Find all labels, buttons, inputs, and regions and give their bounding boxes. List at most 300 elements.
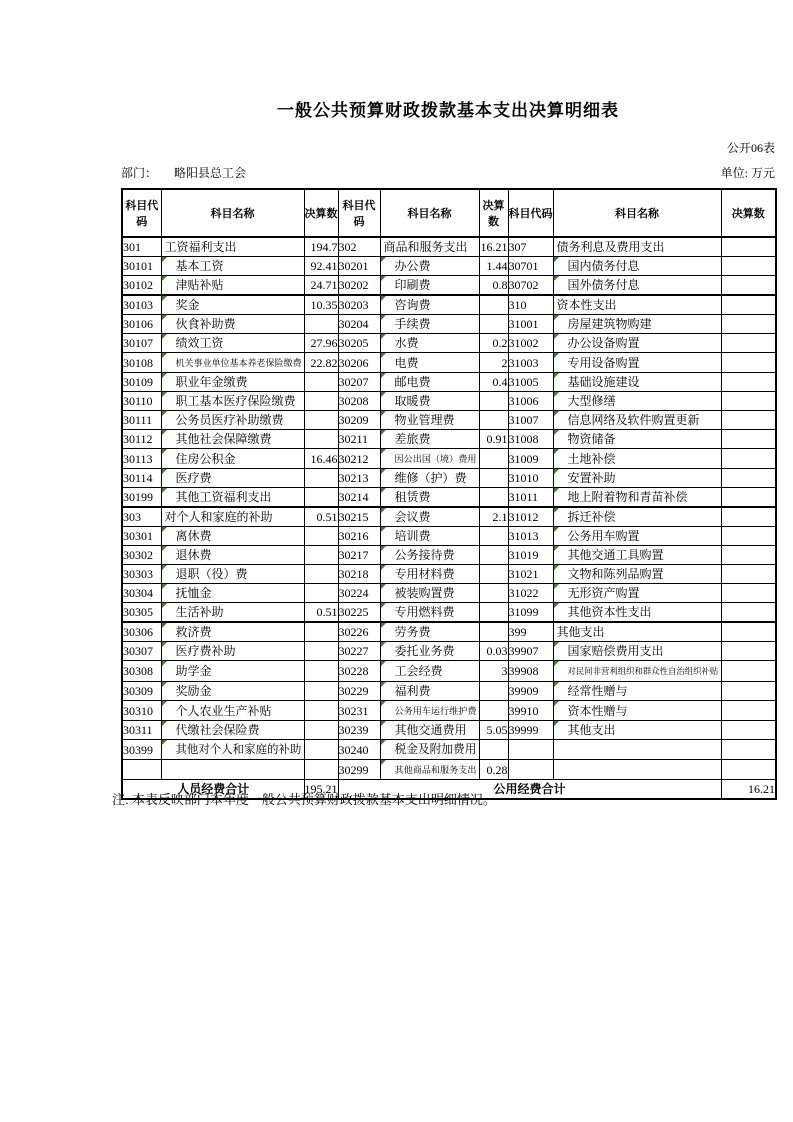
subject-name-cell	[161, 740, 304, 760]
table-row	[122, 760, 776, 780]
subject-name-cell	[380, 622, 479, 642]
subject-name-text: 水费	[394, 336, 419, 350]
subject-name-cell	[161, 603, 304, 623]
subject-code-cell: 30227	[338, 642, 380, 661]
subject-code-cell: 30111	[122, 411, 161, 430]
amount-cell: 10.35	[304, 295, 338, 315]
subject-code-cell: 30224	[338, 584, 380, 603]
subject-name-cell	[380, 507, 479, 527]
green-corner-icon	[381, 488, 386, 493]
green-corner-icon	[162, 392, 167, 397]
header-amount: 决算数	[721, 189, 776, 237]
subject-name-cell	[380, 642, 479, 661]
header-subject-code: 科目代码	[508, 189, 553, 237]
subject-name-text: 其他社会保障缴费	[175, 432, 272, 446]
subject-code-cell: 30399	[122, 740, 161, 760]
subject-name-text: 电费	[394, 355, 419, 370]
subject-name-cell	[380, 527, 479, 546]
subject-code-cell: 39908	[508, 661, 553, 682]
green-corner-icon	[162, 661, 167, 666]
subject-name-text: 房屋建筑物购建	[567, 317, 652, 331]
green-corner-icon	[381, 721, 386, 726]
unit-label: 单位: 万元	[720, 166, 775, 180]
subject-name-text: 退职（役）费	[175, 567, 248, 581]
green-corner-icon	[381, 508, 386, 513]
public-table-code: 公开06表	[726, 141, 775, 155]
green-corner-icon	[381, 740, 386, 745]
subject-code-cell: 30304	[122, 584, 161, 603]
header-amount: 决算数	[304, 189, 338, 237]
table-row	[122, 622, 776, 642]
subject-name-text: 被装购置费	[394, 586, 455, 600]
green-corner-icon	[554, 411, 559, 416]
subject-code-cell: 30240	[338, 740, 380, 760]
subject-name-cell	[161, 721, 304, 740]
subject-code-cell: 30215	[338, 507, 380, 527]
subject-name-cell	[161, 584, 304, 603]
subject-name-text: 国家赔偿费用支出	[567, 644, 664, 658]
amount-cell	[479, 449, 508, 469]
amount-cell	[304, 488, 338, 508]
green-corner-icon	[554, 527, 559, 532]
table-row	[122, 295, 776, 315]
meta-row	[121, 164, 775, 182]
subject-code-cell: 31009	[508, 449, 553, 469]
amount-cell	[304, 721, 338, 740]
amount-cell	[721, 603, 776, 623]
green-corner-icon	[381, 276, 386, 281]
subject-name-cell	[380, 449, 479, 469]
subject-code-cell: 30209	[338, 411, 380, 430]
subject-code-cell: 30202	[338, 276, 380, 296]
subject-name-cell	[380, 721, 479, 740]
table-row	[122, 721, 776, 740]
amount-cell	[721, 469, 776, 488]
department-line	[121, 164, 246, 182]
subject-name-text: 经常性赠与	[567, 684, 628, 698]
subject-code-cell: 31012	[508, 507, 553, 527]
subject-name-cell	[161, 661, 304, 682]
subject-code-cell: 31007	[508, 411, 553, 430]
subject-code-cell: 30301	[122, 527, 161, 546]
table-row	[122, 469, 776, 488]
subject-name-text: 物业管理费	[394, 413, 455, 427]
subject-name-cell	[380, 295, 479, 315]
green-corner-icon	[381, 642, 386, 647]
green-corner-icon	[554, 373, 559, 378]
subject-code-cell: 31006	[508, 392, 553, 411]
amount-cell	[721, 276, 776, 296]
subject-name-cell	[161, 546, 304, 565]
subject-code-cell: 30228	[338, 661, 380, 682]
table-row	[122, 584, 776, 603]
subject-code-cell: 39910	[508, 701, 553, 721]
subject-name-text: 取暖费	[394, 394, 431, 408]
subject-name-text: 税金及附加费用	[394, 743, 477, 756]
green-corner-icon	[162, 584, 167, 589]
green-corner-icon	[162, 565, 167, 570]
green-corner-icon	[162, 642, 167, 647]
subject-code-cell: 30214	[338, 488, 380, 508]
green-corner-icon	[381, 584, 386, 589]
green-corner-icon	[554, 701, 559, 706]
amount-cell	[721, 315, 776, 334]
subject-code-cell: 307	[508, 237, 553, 257]
table-row	[122, 411, 776, 430]
green-corner-icon	[554, 603, 559, 608]
subject-name-text: 商品和服务支出	[383, 240, 468, 254]
amount-cell	[721, 373, 776, 392]
green-corner-icon	[554, 334, 559, 339]
green-corner-icon	[554, 430, 559, 435]
subject-name-text: 地上附着物和青苗补偿	[567, 490, 688, 504]
subject-code-cell: 30103	[122, 295, 161, 315]
subject-code-cell: 30229	[338, 682, 380, 701]
green-corner-icon	[162, 353, 167, 358]
amount-cell	[304, 546, 338, 565]
amount-cell: 3	[479, 661, 508, 682]
green-corner-icon	[162, 721, 167, 726]
subject-name-cell	[161, 430, 304, 449]
department-label: 部门：	[121, 166, 158, 180]
amount-cell	[479, 584, 508, 603]
subject-code-cell: 30226	[338, 622, 380, 642]
green-corner-icon	[381, 469, 386, 474]
subject-name-cell	[161, 334, 304, 353]
subject-code-cell: 30310	[122, 701, 161, 721]
amount-cell	[721, 682, 776, 701]
table-row	[122, 740, 776, 760]
green-corner-icon	[381, 546, 386, 551]
subject-name-text: 土地补偿	[567, 451, 616, 466]
subject-code-cell: 30212	[338, 449, 380, 469]
green-corner-icon	[381, 257, 386, 262]
subject-name-cell	[553, 353, 721, 373]
green-corner-icon	[162, 430, 167, 435]
green-corner-icon	[381, 411, 386, 416]
amount-cell	[721, 546, 776, 565]
green-corner-icon	[162, 257, 167, 262]
green-corner-icon	[162, 527, 167, 532]
amount-cell: 0.51	[304, 507, 338, 527]
amount-cell: 2	[479, 353, 508, 373]
amount-cell	[479, 546, 508, 565]
subject-code-cell: 31002	[508, 334, 553, 353]
subject-name-cell	[553, 603, 721, 623]
amount-cell	[304, 315, 338, 334]
subject-name-text: 资本性支出	[556, 298, 617, 312]
subject-code-cell: 30306	[122, 622, 161, 642]
subject-name-cell	[553, 507, 721, 527]
green-corner-icon	[381, 701, 386, 706]
subject-name-cell	[161, 295, 304, 315]
amount-cell	[304, 527, 338, 546]
subject-name-text: 其他工资福利支出	[175, 490, 272, 504]
amount-cell: 0.03	[479, 642, 508, 661]
department-value: 略阳县总工会	[174, 166, 247, 180]
amount-cell	[721, 701, 776, 721]
subject-name-cell	[553, 740, 721, 760]
amount-cell: 1.44	[479, 257, 508, 276]
subject-name-cell	[380, 682, 479, 701]
subject-code-cell: 399	[508, 622, 553, 642]
amount-cell	[479, 740, 508, 760]
green-corner-icon	[162, 334, 167, 339]
green-corner-icon	[554, 584, 559, 589]
green-corner-icon	[381, 353, 386, 358]
subject-name-text: 邮电费	[394, 375, 431, 389]
subject-name-cell	[553, 257, 721, 276]
subject-name-text: 培训费	[394, 529, 431, 543]
subject-code-cell: 303	[122, 507, 161, 527]
subject-name-text: 福利费	[394, 684, 431, 698]
subject-code-cell: 31019	[508, 546, 553, 565]
subject-name-cell	[161, 411, 304, 430]
amount-cell	[721, 392, 776, 411]
subject-code-cell: 30217	[338, 546, 380, 565]
subject-name-cell	[380, 701, 479, 721]
subject-name-text: 差旅费	[394, 432, 431, 446]
amount-cell: 0.91	[479, 430, 508, 449]
amount-cell	[304, 701, 338, 721]
green-corner-icon	[381, 565, 386, 570]
subject-name-text: 工会经费	[394, 664, 443, 678]
subject-code-cell: 310	[508, 295, 553, 315]
subject-code-cell: 31099	[508, 603, 553, 623]
subject-name-text: 其他资本性支出	[567, 605, 652, 619]
green-corner-icon	[162, 701, 167, 706]
subject-name-cell	[161, 565, 304, 584]
amount-cell	[721, 295, 776, 315]
subject-code-cell: 30114	[122, 469, 161, 488]
subject-name-cell	[161, 257, 304, 276]
subject-code-cell: 30106	[122, 315, 161, 334]
amount-cell	[721, 565, 776, 584]
amount-cell	[721, 257, 776, 276]
subject-code-cell: 30305	[122, 603, 161, 623]
subject-name-cell	[161, 527, 304, 546]
green-corner-icon	[381, 296, 386, 301]
subject-name-cell	[380, 661, 479, 682]
table-row	[122, 488, 776, 508]
header-subject-code: 科目代码	[338, 189, 380, 237]
subject-code-cell: 31003	[508, 353, 553, 373]
subject-code-cell: 30702	[508, 276, 553, 296]
subject-name-cell	[161, 237, 304, 257]
subject-name-text: 专用燃料费	[394, 605, 455, 619]
amount-cell: 0.8	[479, 276, 508, 296]
table-row	[122, 392, 776, 411]
green-corner-icon	[554, 353, 559, 358]
subject-name-text: 债务利息及费用支出	[556, 240, 665, 254]
table-row	[122, 276, 776, 296]
subject-name-text: 资本性赠与	[567, 703, 628, 718]
page-title: 一般公共预算财政拨款基本支出决算明细表	[277, 101, 619, 120]
subject-name-cell	[380, 334, 479, 353]
table-row	[122, 527, 776, 546]
green-corner-icon	[554, 276, 559, 281]
subject-name-text: 医疗费补助	[175, 644, 236, 658]
subject-name-text: 救济费	[175, 625, 212, 639]
subject-name-cell	[553, 334, 721, 353]
subject-name-text: 大型修缮	[567, 394, 616, 408]
subject-name-text: 其他交通费用	[394, 723, 467, 737]
amount-cell: 0.51	[304, 603, 338, 623]
amount-cell	[304, 411, 338, 430]
subject-code-cell: 30203	[338, 295, 380, 315]
subject-name-cell	[380, 603, 479, 623]
subject-name-cell	[380, 276, 479, 296]
subject-name-text: 抚恤金	[175, 586, 212, 600]
green-corner-icon	[554, 642, 559, 647]
subject-name-text: 公务用车运行维护费	[394, 706, 477, 716]
subject-code-cell	[122, 760, 161, 780]
subject-name-cell	[553, 622, 721, 642]
subject-name-cell	[380, 392, 479, 411]
subject-code-cell: 30112	[122, 430, 161, 449]
green-corner-icon	[381, 334, 386, 339]
subject-name-cell	[161, 315, 304, 334]
subject-name-text: 伙食补助费	[175, 317, 236, 331]
subject-name-text: 委托业务费	[394, 644, 455, 658]
subject-name-cell	[161, 373, 304, 392]
subject-code-cell	[508, 740, 553, 760]
amount-cell	[304, 642, 338, 661]
green-corner-icon	[381, 760, 386, 765]
subject-name-cell	[553, 565, 721, 584]
subject-name-cell	[553, 488, 721, 508]
amount-cell	[304, 740, 338, 760]
amount-cell	[721, 430, 776, 449]
subject-name-text: 拆迁补偿	[567, 510, 616, 524]
subject-name-text: 医疗费	[175, 471, 212, 485]
amount-cell	[479, 411, 508, 430]
subject-name-text: 信息网络及软件购置更新	[567, 413, 700, 427]
subject-name-cell	[380, 353, 479, 373]
subject-name-text: 物资储备	[567, 432, 616, 446]
green-corner-icon	[162, 449, 167, 454]
subject-code-cell: 30107	[122, 334, 161, 353]
subject-name-cell	[161, 622, 304, 642]
subject-code-cell: 31008	[508, 430, 553, 449]
table-body	[122, 237, 776, 780]
amount-cell	[479, 622, 508, 642]
green-corner-icon	[554, 449, 559, 454]
amount-cell	[721, 353, 776, 373]
subject-code-cell: 30113	[122, 449, 161, 469]
subject-name-cell	[161, 507, 304, 527]
amount-cell	[479, 488, 508, 508]
subject-name-text: 国外债务付息	[567, 278, 640, 292]
subject-name-text: 专用材料费	[394, 567, 455, 581]
amount-cell	[479, 565, 508, 584]
subject-name-text: 绩效工资	[175, 336, 224, 350]
amount-cell	[721, 488, 776, 508]
table-row	[122, 603, 776, 623]
amount-cell	[721, 622, 776, 642]
subject-code-cell: 31011	[508, 488, 553, 508]
amount-cell	[479, 392, 508, 411]
green-corner-icon	[162, 682, 167, 687]
subject-name-text: 劳务费	[394, 625, 431, 639]
subject-name-cell	[553, 373, 721, 392]
table-header	[122, 189, 776, 237]
table-row	[122, 507, 776, 527]
table-row	[122, 257, 776, 276]
amount-cell	[721, 334, 776, 353]
subject-code-cell: 30110	[122, 392, 161, 411]
green-corner-icon	[554, 721, 559, 726]
budget-detail-table	[121, 188, 777, 800]
table-row	[122, 353, 776, 373]
subject-name-cell	[161, 353, 304, 373]
subject-name-cell	[553, 760, 721, 780]
subject-name-text: 基础设施建设	[567, 375, 640, 389]
subject-name-text: 代缴社会保险费	[175, 723, 260, 737]
header-subject-name: 科目名称	[161, 189, 304, 237]
amount-cell: 16.21	[479, 237, 508, 257]
amount-cell	[721, 740, 776, 760]
amount-cell: 27.96	[304, 334, 338, 353]
green-corner-icon	[554, 392, 559, 397]
subject-name-text: 其他交通工具购置	[567, 548, 664, 562]
subject-name-cell	[380, 740, 479, 760]
amount-cell	[304, 622, 338, 642]
subject-name-cell	[553, 411, 721, 430]
amount-cell: 22.82	[304, 353, 338, 373]
subject-name-text: 维修（护）费	[394, 471, 467, 485]
subject-name-cell	[161, 449, 304, 469]
amount-cell: 0.28	[479, 760, 508, 780]
green-corner-icon	[381, 430, 386, 435]
table-row	[122, 315, 776, 334]
table-row	[122, 565, 776, 584]
header-row	[122, 189, 776, 237]
footnote: 注: 本表反映部门本年度一般公共预算财政拨款基本支出明细情况。	[112, 792, 496, 807]
amount-cell: 194.7	[304, 237, 338, 257]
subject-name-cell	[553, 392, 721, 411]
green-corner-icon	[162, 623, 167, 628]
green-corner-icon	[162, 488, 167, 493]
subject-name-cell	[553, 276, 721, 296]
subject-name-cell	[553, 661, 721, 682]
subject-name-text: 其他商品和服务支出	[394, 765, 477, 775]
subject-name-cell	[553, 701, 721, 721]
subject-code-cell: 30307	[122, 642, 161, 661]
subject-name-cell	[380, 760, 479, 780]
amount-cell	[304, 373, 338, 392]
amount-cell	[304, 584, 338, 603]
green-corner-icon	[162, 276, 167, 281]
table-row	[122, 430, 776, 449]
subject-name-text: 咨询费	[394, 298, 431, 312]
subject-code-cell: 30213	[338, 469, 380, 488]
subject-name-cell	[380, 315, 479, 334]
green-corner-icon	[381, 661, 386, 666]
subject-name-cell	[553, 584, 721, 603]
subject-name-cell	[553, 642, 721, 661]
subject-name-text: 公务接待费	[394, 548, 455, 562]
amount-cell	[304, 661, 338, 682]
subject-name-cell	[161, 642, 304, 661]
subject-name-cell	[380, 430, 479, 449]
green-corner-icon	[554, 565, 559, 570]
subject-name-text: 离休费	[175, 529, 212, 543]
subject-name-text: 其他对个人和家庭的补助	[175, 744, 302, 756]
subject-name-text: 住房公积金	[175, 451, 236, 466]
subject-name-text: 会议费	[394, 510, 431, 524]
subject-code-cell: 31021	[508, 565, 553, 584]
